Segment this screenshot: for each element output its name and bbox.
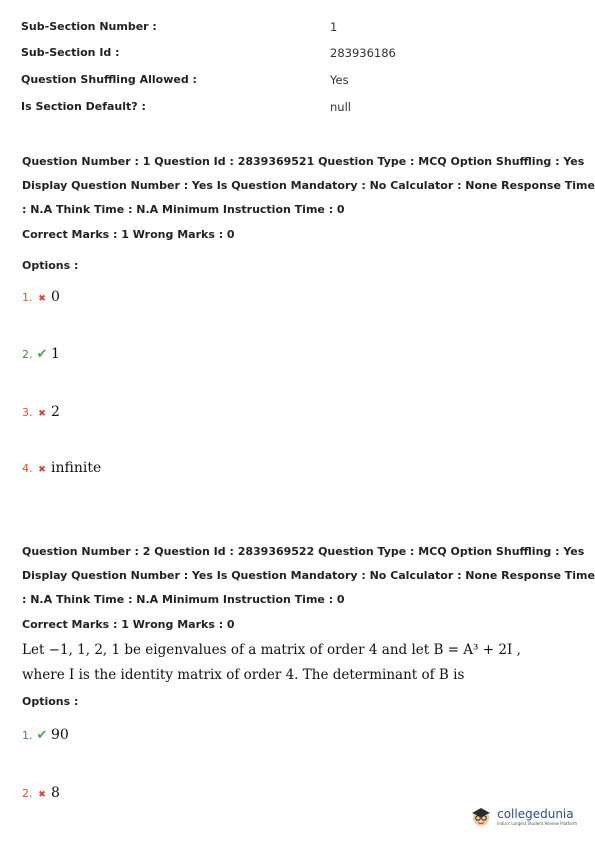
cross-icon: ✖ xyxy=(38,294,46,304)
option-text: 2 xyxy=(51,404,60,420)
option-text: 1 xyxy=(51,346,60,362)
option-number: 1. xyxy=(22,291,33,304)
question-2-text-line-1: Let −1, 1, 2, 1 be eigenvalues of a matrix of order 4 and let B = A³ + 2I , xyxy=(22,642,521,658)
cross-icon: ✖ xyxy=(38,465,46,475)
option-text: 8 xyxy=(51,785,60,801)
check-icon: ✔ xyxy=(36,728,48,743)
section-default-value: null xyxy=(330,100,351,114)
brand-name: collegedunia xyxy=(497,806,574,821)
brand-tagline: India's Largest Student Review Platform xyxy=(497,820,577,826)
question-2-option-1[interactable] xyxy=(22,727,69,743)
question-1-option-1[interactable] xyxy=(22,289,60,305)
question-2-option-2[interactable] xyxy=(22,785,60,801)
sub-section-number-value: 1 xyxy=(330,20,338,34)
question-2-header-line-2: Display Question Number : Yes Is Question Mandatory : No Calculator : None Response Time xyxy=(22,569,595,582)
question-2-header-line-3: : N.A Think Time : N.A Minimum Instruction Time : 0 xyxy=(22,593,345,606)
sub-section-id-label: Sub-Section Id : xyxy=(21,46,120,59)
question-2-options-label: Options : xyxy=(22,695,79,708)
question-1-options-label: Options : xyxy=(22,259,79,272)
question-shuffling-label: Question Shuffling Allowed : xyxy=(21,73,197,86)
question-1-header-line-2: Display Question Number : Yes Is Question Mandatory : No Calculator : None Response Time xyxy=(22,179,595,192)
student-mascot-icon xyxy=(469,804,493,828)
question-2-text-line-2: where I is the identity matrix of order 4. The determinant of B is xyxy=(22,667,465,683)
option-number: 3. xyxy=(22,406,33,419)
section-default-label: Is Section Default? : xyxy=(21,100,146,113)
question-1-header-line-1: Question Number : 1 Question Id : 2839369521 Question Type : MCQ Option Shuffling : Yes xyxy=(22,155,585,168)
option-text: 90 xyxy=(51,727,69,743)
check-icon: ✔ xyxy=(36,347,48,362)
question-shuffling-value: Yes xyxy=(330,73,349,87)
collegedunia-logo xyxy=(469,804,577,828)
question-2-marks: Correct Marks : 1 Wrong Marks : 0 xyxy=(22,618,235,631)
question-1-option-3[interactable] xyxy=(22,404,60,420)
sub-section-id-value: 283936186 xyxy=(330,46,396,60)
option-number: 2. xyxy=(22,348,33,361)
question-1-header-line-3: : N.A Think Time : N.A Minimum Instruction Time : 0 xyxy=(22,203,345,216)
question-2-header-line-1: Question Number : 2 Question Id : 2839369522 Question Type : MCQ Option Shuffling : Yes xyxy=(22,545,585,558)
option-number: 1. xyxy=(22,729,33,742)
question-1-marks: Correct Marks : 1 Wrong Marks : 0 xyxy=(22,228,235,241)
option-number: 4. xyxy=(22,462,33,475)
option-text: infinite xyxy=(51,460,102,476)
question-1-option-4[interactable] xyxy=(22,460,101,476)
question-1-option-2[interactable] xyxy=(22,346,60,362)
cross-icon: ✖ xyxy=(38,790,46,800)
option-number: 2. xyxy=(22,787,33,800)
sub-section-number-label: Sub-Section Number : xyxy=(21,20,157,33)
cross-icon: ✖ xyxy=(38,409,46,419)
option-text: 0 xyxy=(51,289,60,305)
